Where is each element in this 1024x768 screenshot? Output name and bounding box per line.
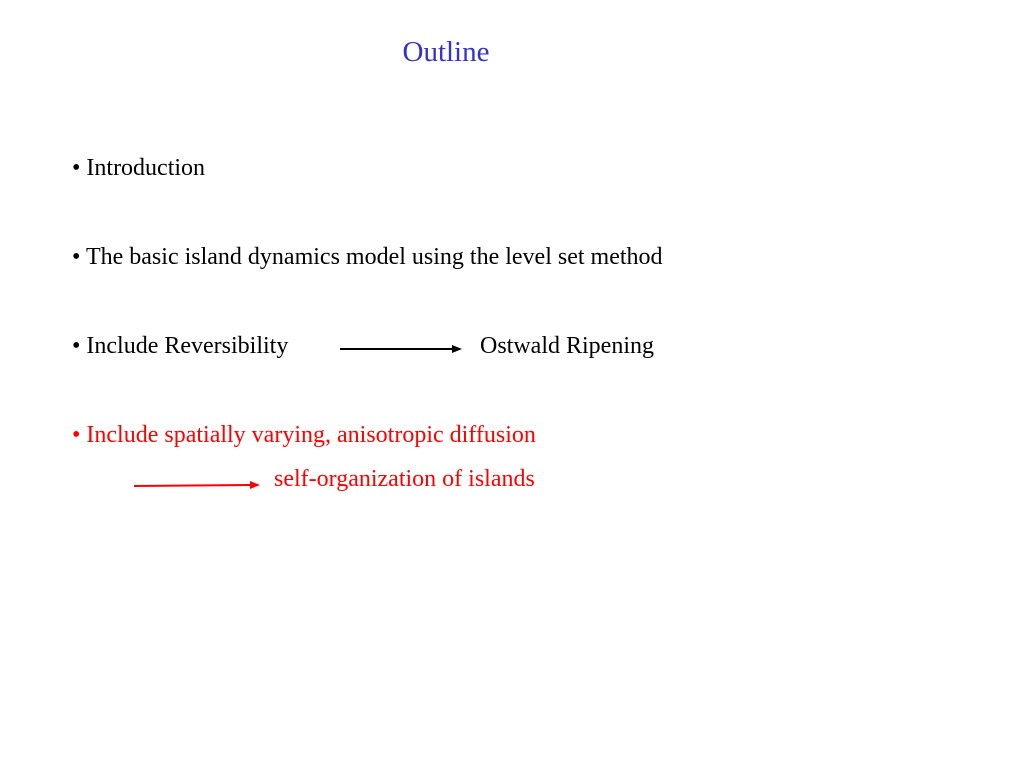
bullet-island-dynamics-model: • The basic island dynamics model using the level set method xyxy=(72,244,663,270)
bullet-anisotropic-diffusion: • Include spatially varying, anisotropic diffusion xyxy=(72,422,536,448)
bullet-reversibility: • Include Reversibility xyxy=(72,333,289,359)
ostwald-ripening-result: Ostwald Ripening xyxy=(480,333,654,359)
right-arrow-icon xyxy=(134,480,260,490)
right-arrow-icon xyxy=(340,344,462,354)
bullet-introduction: • Introduction xyxy=(72,155,206,181)
slide-title: Outline xyxy=(402,36,490,68)
self-organization-result: self-organization of islands xyxy=(274,466,535,492)
